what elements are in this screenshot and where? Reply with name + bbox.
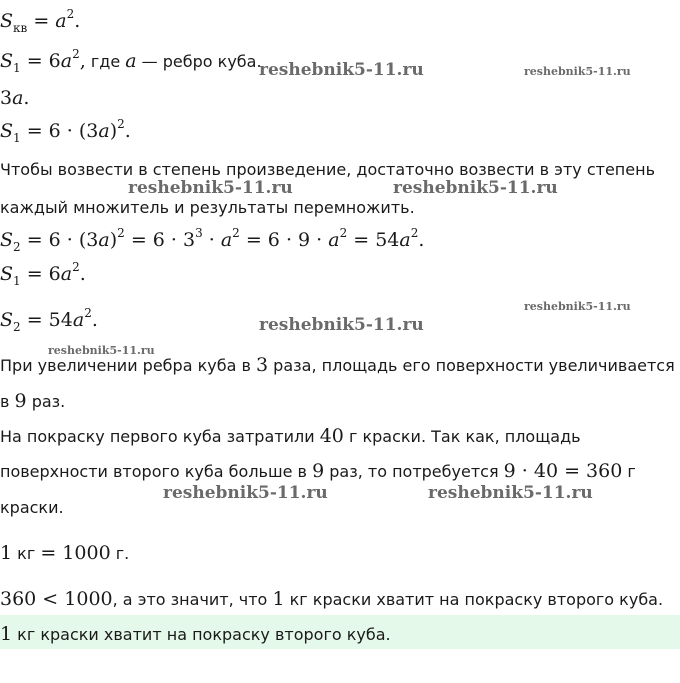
- formula-s2-derivation: [0, 226, 425, 254]
- paren: ): [109, 120, 118, 142]
- period: .: [79, 263, 86, 285]
- paint-line-1: [0, 425, 581, 447]
- expr: = 6 · (3: [20, 229, 99, 251]
- expr: = 1000: [40, 542, 111, 564]
- explanation-line-1: Чтобы возвести в степень произведение, достаточно возвести в эту степень: [0, 160, 655, 179]
- expr: = 6 · (3: [20, 120, 99, 142]
- formula-s1-6-3a-squared: [0, 117, 131, 145]
- watermark: reshebnik5-11.ru: [524, 300, 631, 313]
- subscript: 1: [13, 274, 21, 288]
- var-a: a: [72, 309, 85, 331]
- var-s: S: [0, 10, 14, 32]
- exponent: 2: [117, 117, 125, 131]
- number: 1: [0, 542, 13, 564]
- comparison-line: [0, 588, 663, 610]
- period: .: [74, 10, 81, 32]
- period: .: [91, 309, 98, 331]
- explanation-line-2: каждый множитель и результаты перемножить.: [0, 198, 415, 217]
- exponent: 2: [66, 7, 75, 21]
- var-s: S: [0, 263, 14, 285]
- number: 9: [14, 390, 27, 412]
- formula-s-kv: [0, 7, 81, 35]
- equals: =: [27, 10, 56, 32]
- text: На покраску первого куба затратили: [0, 427, 320, 446]
- answer-text: [0, 623, 391, 645]
- comma: ,: [79, 50, 86, 72]
- var-a: a: [220, 229, 233, 251]
- var-a: a: [125, 50, 137, 72]
- var-s: S: [0, 229, 14, 251]
- var-s: S: [0, 309, 14, 331]
- expr: ·: [202, 229, 221, 251]
- exponent: 2: [84, 306, 92, 320]
- exponent: 2: [232, 226, 240, 240]
- text: раза, площадь его поверхности увеличивается: [268, 356, 675, 375]
- text: раз.: [26, 392, 66, 411]
- watermark: reshebnik5-11.ru: [393, 178, 558, 198]
- var-a: a: [60, 263, 73, 285]
- number: 40: [319, 425, 344, 447]
- kg-conversion: [0, 542, 129, 564]
- formula-s1-definition: [0, 47, 262, 75]
- number: 9: [312, 460, 325, 482]
- exponent: 2: [339, 226, 348, 240]
- text: — ребро куба.: [136, 52, 262, 71]
- var-s: S: [0, 50, 14, 72]
- watermark: reshebnik5-11.ru: [128, 178, 293, 198]
- subscript: 1: [13, 61, 21, 75]
- text: раз, то потребуется: [324, 462, 504, 481]
- number: 3: [0, 87, 13, 109]
- paren: ): [109, 229, 118, 251]
- watermark: reshebnik5-11.ru: [259, 60, 424, 80]
- var-s: S: [0, 120, 14, 142]
- expr: = 54: [347, 229, 400, 251]
- subscript: кв: [13, 21, 28, 35]
- var-a: a: [12, 87, 24, 109]
- period: .: [418, 229, 425, 251]
- var-a: a: [55, 10, 67, 32]
- var-a: a: [98, 120, 110, 142]
- expr: = 6 · 9 ·: [239, 229, 329, 251]
- watermark: reshebnik5-11.ru: [163, 483, 328, 503]
- equals-expr: = 54: [20, 309, 73, 331]
- watermark: reshebnik5-11.ru: [428, 483, 593, 503]
- var-a: a: [98, 229, 110, 251]
- watermark: reshebnik5-11.ru: [259, 315, 424, 335]
- exponent: 2: [72, 260, 80, 274]
- text: кг: [12, 544, 41, 563]
- text: кг краски хватит на покраску второго куба.: [284, 590, 664, 609]
- period: .: [124, 120, 131, 142]
- var-a: a: [399, 229, 411, 251]
- formula-s1-result: [0, 260, 86, 288]
- expr: 360 < 1000: [0, 588, 113, 610]
- exponent: 3: [195, 226, 203, 240]
- number: 3: [256, 354, 269, 376]
- subscript: 1: [13, 131, 21, 145]
- text: кг краски хватит на покраску второго куба.: [12, 625, 391, 644]
- exponent: 2: [72, 47, 80, 61]
- formula-s2-result: [0, 306, 98, 334]
- expr: = 6 · 3: [124, 229, 196, 251]
- paint-line-2: [0, 460, 636, 482]
- conclusion-area-line-1: [0, 354, 675, 376]
- text: г.: [110, 544, 130, 563]
- subscript: 2: [13, 240, 21, 254]
- var-a: a: [328, 229, 340, 251]
- expr: 9 · 40 = 360: [503, 460, 623, 482]
- text: где: [85, 52, 126, 71]
- text: поверхности второго куба больше в: [0, 462, 313, 481]
- text: , а это значит, что: [112, 590, 273, 609]
- subscript: 2: [13, 320, 21, 334]
- formula-3a: [0, 87, 29, 109]
- var-a: a: [60, 50, 73, 72]
- text: г краски. Так как, площадь: [343, 427, 581, 446]
- number: 1: [0, 623, 13, 645]
- watermark: reshebnik5-11.ru: [48, 344, 155, 357]
- answer-box: [0, 615, 680, 649]
- equals-expr: = 6: [20, 263, 61, 285]
- period: .: [23, 87, 30, 109]
- watermark: reshebnik5-11.ru: [524, 65, 631, 78]
- exponent: 2: [410, 226, 419, 240]
- text: в: [0, 392, 15, 411]
- exponent: 2: [117, 226, 125, 240]
- number: 1: [272, 588, 285, 610]
- text: При увеличении ребра куба в: [0, 356, 256, 375]
- equals-expr: = 6: [20, 50, 61, 72]
- conclusion-area-line-2: [0, 390, 65, 412]
- paint-line-3: краски.: [0, 498, 64, 517]
- text: г: [622, 462, 636, 481]
